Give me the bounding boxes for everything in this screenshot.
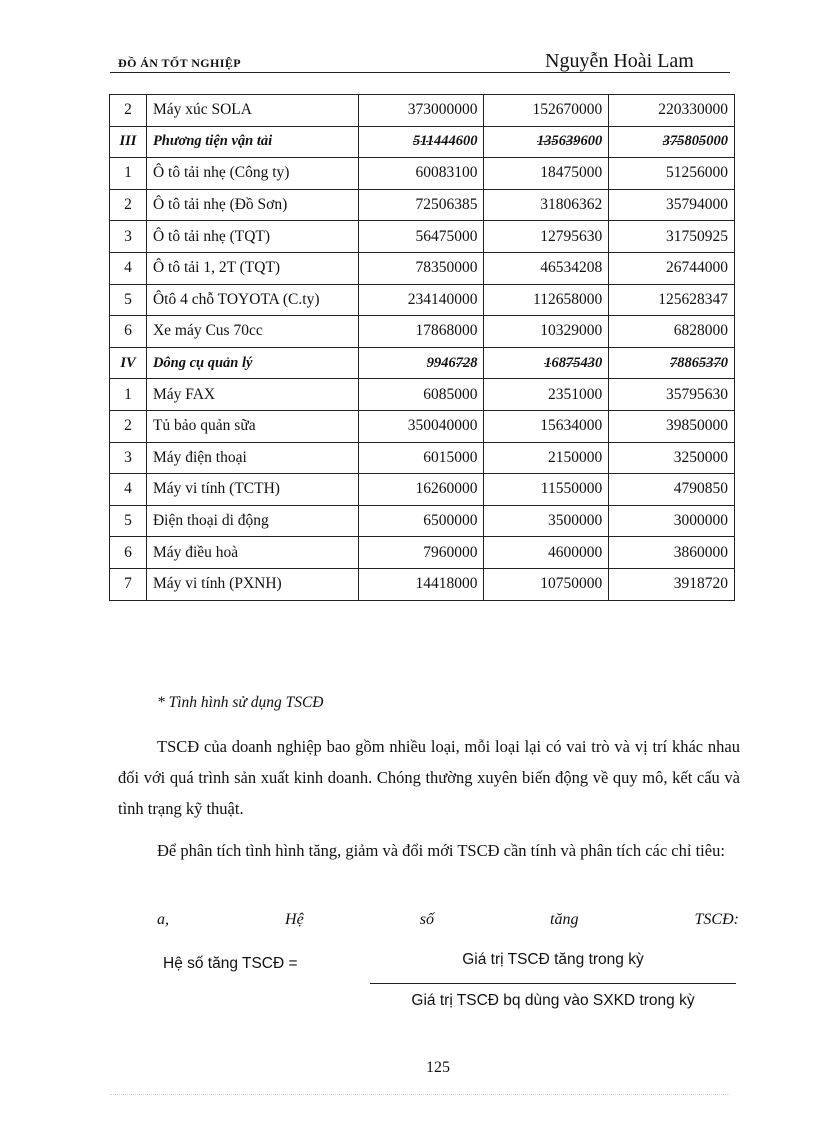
value-cell-1: 6500000 xyxy=(358,505,484,537)
table-row xyxy=(110,95,735,127)
row-number-cell: 6 xyxy=(110,316,147,348)
table-row xyxy=(110,158,735,190)
formula-heading-word: Hệ xyxy=(285,911,304,928)
asset-name-cell: Tủ bảo quản sữa xyxy=(146,410,358,442)
asset-name-cell: Phương tiện vận tải xyxy=(146,126,358,158)
value-cell-3: 35795630 xyxy=(609,379,735,411)
equation-numerator: Giá trị TSCĐ tăng trong kỳ xyxy=(462,951,644,968)
row-number-cell: 4 xyxy=(110,474,147,506)
value-cell-2: 2351000 xyxy=(484,379,609,411)
value-cell-2: 152670000 xyxy=(484,95,609,127)
row-number-cell: 1 xyxy=(110,158,147,190)
value-cell-3: 3000000 xyxy=(609,505,735,537)
value-cell-1: 78350000 xyxy=(358,252,484,284)
value-cell-2: 11550000 xyxy=(484,474,609,506)
table-row xyxy=(110,410,735,442)
asset-name-cell: Máy xúc SOLA xyxy=(146,95,358,127)
row-number-cell: III xyxy=(110,126,147,158)
asset-name-cell: Máy FAX xyxy=(146,379,358,411)
formula-heading-word: TSCĐ: xyxy=(694,911,739,928)
asset-name-cell: Ô tô tải nhẹ (Đồ Sơn) xyxy=(146,189,358,221)
asset-table-body xyxy=(110,95,735,601)
header-author: Nguyễn Hoài Lam xyxy=(545,50,694,72)
table-row xyxy=(110,442,735,474)
row-number-cell: IV xyxy=(110,347,147,379)
row-number-cell: 1 xyxy=(110,379,147,411)
value-cell-1: 56475000 xyxy=(358,221,484,253)
asset-name-cell: Dông cụ quản lý xyxy=(146,347,358,379)
asset-name-cell: Ô tô tải nhẹ (TQT) xyxy=(146,221,358,253)
value-cell-2: 112658000 xyxy=(484,284,609,316)
value-cell-3: 35794000 xyxy=(609,189,735,221)
row-number-cell: 3 xyxy=(110,221,147,253)
paragraph-2: Để phân tích tình hình tăng, giảm và đổi mới TSCĐ cần tính và phân tích các chỉ tiêu: xyxy=(157,841,725,860)
formula-heading-word: số xyxy=(419,911,434,928)
paragraph-1: TSCĐ của doanh nghiệp bao gồm nhiều loại, mỗi loại lại có vai trò và vị trí khác nhau đối với quá trình sản xuất kinh doanh. Chóng thường xuyên biến động về quy mô, kết cấu và tình trạng kỹ thuật. xyxy=(118,737,740,818)
value-cell-2: 46534208 xyxy=(484,252,609,284)
row-number-cell: 7 xyxy=(110,568,147,600)
value-cell-1: 16260000 xyxy=(358,474,484,506)
value-cell-1: 373000000 xyxy=(358,95,484,127)
table-row xyxy=(110,284,735,316)
value-cell-3: 6828000 xyxy=(609,316,735,348)
value-cell-1: 234140000 xyxy=(358,284,484,316)
value-cell-1: 60083100 xyxy=(358,158,484,190)
row-number-cell: 6 xyxy=(110,537,147,569)
value-cell-1: 350040000 xyxy=(358,410,484,442)
row-number-cell: 5 xyxy=(110,505,147,537)
value-cell-1: 511444600 xyxy=(358,126,484,158)
value-cell-3: 51256000 xyxy=(609,158,735,190)
value-cell-2: 4600000 xyxy=(484,537,609,569)
table-row xyxy=(110,189,735,221)
formula-heading-word: tăng xyxy=(550,911,579,928)
table-row xyxy=(110,505,735,537)
equation-denominator: Giá trị TSCĐ bq dùng vào SXKD trong kỳ xyxy=(411,992,695,1009)
asset-name-cell: Ôtô 4 chỗ TOYOTA (C.ty) xyxy=(146,284,358,316)
value-cell-3: 4790850 xyxy=(609,474,735,506)
asset-name-cell: Máy điện thoại xyxy=(146,442,358,474)
value-cell-2: 18475000 xyxy=(484,158,609,190)
value-cell-3: 3860000 xyxy=(609,537,735,569)
value-cell-2: 10329000 xyxy=(484,316,609,348)
table-row xyxy=(110,316,735,348)
row-number-cell: 2 xyxy=(110,410,147,442)
row-number-cell: 2 xyxy=(110,189,147,221)
formula-heading-word: a, xyxy=(157,911,169,928)
row-number-cell: 5 xyxy=(110,284,147,316)
row-number-cell: 3 xyxy=(110,442,147,474)
page-number: 125 xyxy=(426,1059,450,1076)
asset-name-cell: Máy vi tính (TCTH) xyxy=(146,474,358,506)
fraction-bar xyxy=(370,983,736,984)
asset-name-cell: Điện thoại di động xyxy=(146,505,358,537)
value-cell-3: 39850000 xyxy=(609,410,735,442)
value-cell-3: 220330000 xyxy=(609,95,735,127)
table-group-row xyxy=(110,126,735,158)
header-title: ĐỒ ÁN TỐT NGHIỆP xyxy=(118,56,241,70)
value-cell-3: 78865370 xyxy=(609,347,735,379)
row-number-cell: 4 xyxy=(110,252,147,284)
value-cell-3: 375805000 xyxy=(609,126,735,158)
table-row xyxy=(110,474,735,506)
asset-table xyxy=(109,94,735,601)
value-cell-1: 9946728 xyxy=(358,347,484,379)
value-cell-2: 2150000 xyxy=(484,442,609,474)
table-row xyxy=(110,252,735,284)
row-number-cell: 2 xyxy=(110,95,147,127)
asset-name-cell: Máy điều hoà xyxy=(146,537,358,569)
asset-name-cell: Máy vi tính (PXNH) xyxy=(146,568,358,600)
equation-label: Hệ số tăng TSCĐ = xyxy=(163,955,298,972)
header-divider xyxy=(110,72,730,73)
value-cell-3: 125628347 xyxy=(609,284,735,316)
value-cell-2: 10750000 xyxy=(484,568,609,600)
value-cell-2: 12795630 xyxy=(484,221,609,253)
table-row xyxy=(110,221,735,253)
value-cell-3: 31750925 xyxy=(609,221,735,253)
formula-heading xyxy=(157,911,739,929)
footer-divider xyxy=(110,1094,730,1095)
asset-name-cell: Xe máy Cus 70cc xyxy=(146,316,358,348)
value-cell-2: 135639600 xyxy=(484,126,609,158)
value-cell-3: 26744000 xyxy=(609,252,735,284)
table-group-row xyxy=(110,347,735,379)
value-cell-1: 7960000 xyxy=(358,537,484,569)
value-cell-2: 31806362 xyxy=(484,189,609,221)
asset-name-cell: Ô tô tải nhẹ (Công ty) xyxy=(146,158,358,190)
value-cell-3: 3918720 xyxy=(609,568,735,600)
value-cell-1: 6085000 xyxy=(358,379,484,411)
asset-name-cell: Ô tô tải 1, 2T (TQT) xyxy=(146,252,358,284)
section-title: * Tình hình sử dụng TSCĐ xyxy=(157,694,324,711)
value-cell-2: 15634000 xyxy=(484,410,609,442)
value-cell-3: 3250000 xyxy=(609,442,735,474)
table-row xyxy=(110,537,735,569)
value-cell-2: 16875430 xyxy=(484,347,609,379)
table-row xyxy=(110,379,735,411)
table-row xyxy=(110,568,735,600)
value-cell-1: 72506385 xyxy=(358,189,484,221)
value-cell-2: 3500000 xyxy=(484,505,609,537)
value-cell-1: 17868000 xyxy=(358,316,484,348)
value-cell-1: 14418000 xyxy=(358,568,484,600)
value-cell-1: 6015000 xyxy=(358,442,484,474)
